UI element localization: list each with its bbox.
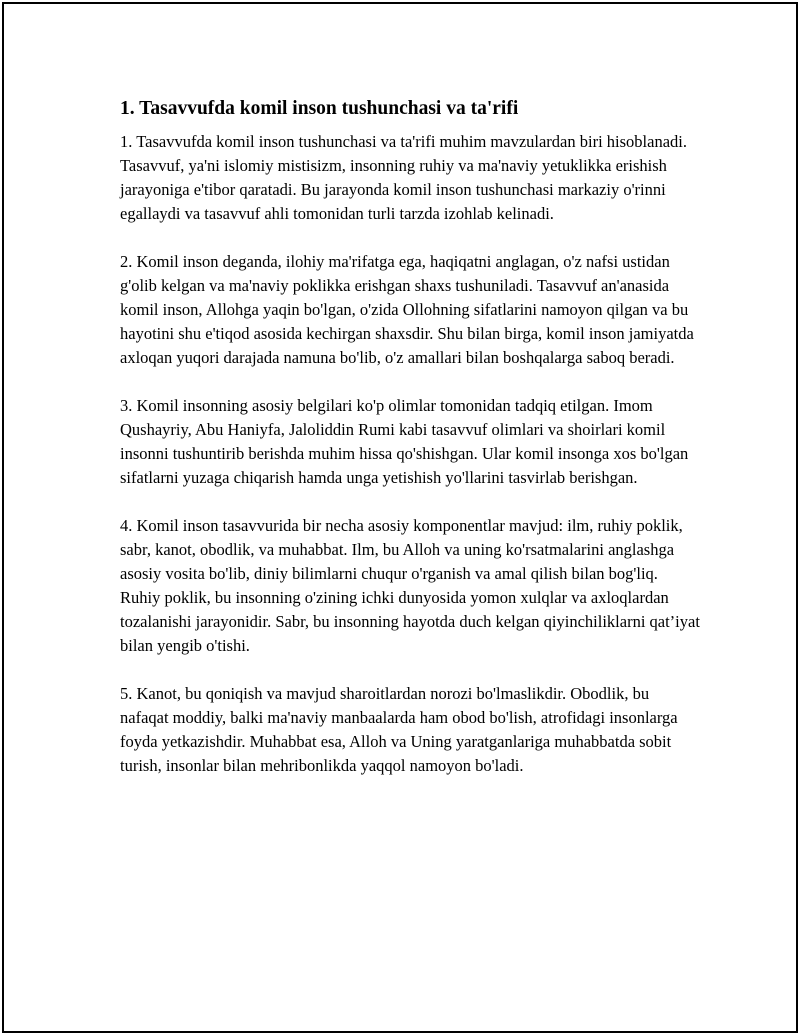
paragraph-5: 5. Kanot, bu qoniqish va mavjud sharoitlardan norozi bo'lmaslikdir. Obodlik, bu nafaqat moddiy, balki ma'naviy manbaalarda ham obod bo'lish, atrofidagi insonlarga foyda yetkazishdir. Muhabbat esa, Alloh va Uning yaratganlariga muhabbatda sobit turish, insonlar bilan mehribonlikda yaqqol namoyon bo'ladi. <box>120 684 678 775</box>
paragraph-3: 3. Komil insonning asosiy belgilari ko'p olimlar tomonidan tadqiq etilgan. Imom Qushayriy, Abu Haniyfa, Jaloliddin Rumi kabi tasavvuf olimlari va shoirlari komil insonni tushuntirib berishda muhim hissa qo'shishgan. Ular komil insonga xos bo'lgan sifatlarni yuzaga chiqarish hamda unga yetishish yo'llarini tasvirlab berishgan. <box>120 396 689 487</box>
document-body <box>120 96 700 802</box>
paragraph-4: 4. Komil inson tasavvurida bir necha asosiy komponentlar mavjud: ilm, ruhiy poklik, sabr, kanot, obodlik, va muhabbat. Ilm, bu Alloh va uning ko'rsatmalarini anglashga asosiy vosita bo'lib, diniy bilimlarni chuqur o'rganish va amal qilish bilan bog'liq. Ruhiy poklik, bu insonning o'zining ichki dunyosida yomon xulqlar va axloqlardan tozalanishi jarayonidir. Sabr, bu insonning hayotda duch kelgan qiyinchiliklarni qat’iyat bilan yengib o'tishi. <box>120 516 700 655</box>
paragraph-1: 1. Tasavvufda komil inson tushunchasi va ta'rifi muhim mavzulardan biri hisoblanadi. Tasavvuf, ya'ni islomiy mistisizm, insonning ruhiy va ma'naviy yetuklikka erishish jarayoniga e'tibor qaratadi. Bu jarayonda komil inson tushunchasi markaziy o'rinni egallaydi va tasavvuf ahli tomonidan turli tarzda izohlab kelinadi. <box>120 132 687 223</box>
paragraph-2: 2. Komil inson deganda, ilohiy ma'rifatga ega, haqiqatni anglagan, o'z nafsi ustidan g'olib kelgan va ma'naviy poklikka erishgan shaxs tushuniladi. Tasavvuf an'anasida komil inson, Allohga yaqin bo'lgan, o'zida Ollohning sifatlarini namoyon qilgan va bu hayotini shu e'tiqod asosida kechirgan shaxsdir. Shu bilan birga, komil inson jamiyatda axloqan yuqori darajada namuna bo'lib, o'z amallari bilan boshqalarga saboq beradi. <box>120 252 694 367</box>
document-title: 1. Tasavvufda komil inson tushunchasi va ta'rifi <box>120 98 519 119</box>
page-frame <box>2 2 798 1033</box>
